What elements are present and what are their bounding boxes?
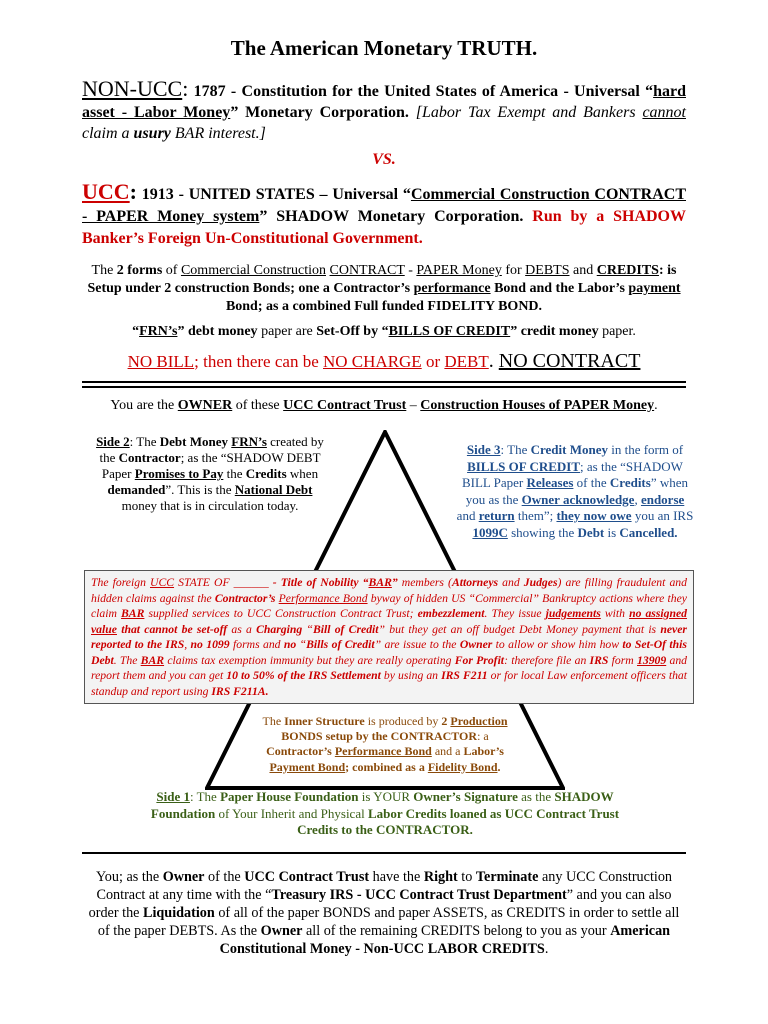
side-3-span: and (456, 508, 479, 523)
red-box-span: 13909 (637, 653, 667, 667)
side-2-span: Debt Money (159, 434, 232, 449)
red-box-span: IRS F211 (441, 669, 488, 682)
inner-span: Inner Structure (284, 714, 365, 728)
red-box-span: , (184, 638, 191, 651)
final-span: ” and you can also order the (88, 887, 672, 921)
page-title: The American Monetary TRUTH. (230, 36, 538, 60)
inner-span: is produced by (364, 714, 442, 728)
side-3-span: ” when you as the (465, 475, 689, 507)
red-box-span: no assigned value (91, 607, 688, 636)
side-1-span: SHADOW Foundation (150, 789, 614, 821)
vs-label: VS. (372, 151, 396, 168)
side-2-text (90, 434, 330, 514)
ucc-text: ” SHADOW Monetary Corporation. (259, 208, 533, 225)
red-box-span: or for local Law enforcement officers that standup and report using (91, 669, 688, 698)
red-box-span: form (608, 653, 637, 667)
final-span: UCC Contract Trust (244, 869, 370, 885)
side-3-span: showing the (507, 524, 578, 540)
side-1-span: Owner’s Signature (413, 789, 518, 804)
side-2-span: demanded (107, 482, 166, 497)
divider (82, 381, 686, 383)
side-2-span: when (286, 466, 319, 481)
non-ucc-text: [Labor Tax Exempt and Bankers (415, 104, 643, 121)
red-box-span: ” but they get an off budget Debt Money payment that is (378, 622, 661, 636)
red-box-span: claims tax exemption immunity but they are really operating (164, 653, 455, 667)
owner-line (82, 398, 686, 414)
frns-text: paper are (257, 324, 317, 339)
no-bill-text: . (488, 350, 499, 372)
non-ucc-paragraph (82, 78, 686, 144)
side-2-span: National Debt (234, 482, 313, 497)
red-box-span: and (498, 576, 524, 589)
no-bill-text: DEBT (444, 352, 489, 371)
final-span: all of the remaining CREDITS belong to you as your (302, 923, 611, 939)
red-box-span: - Title of Nobility “ (268, 576, 369, 589)
side-1-span: of Your Inherit and Physical (215, 805, 368, 821)
red-box-span: BAR (368, 576, 392, 589)
inner-span: and a (431, 744, 464, 759)
side-2-span: created by the (99, 434, 324, 465)
owner-text: OWNER (177, 398, 233, 413)
red-box-span: IRS (589, 653, 609, 667)
divider (82, 852, 686, 854)
frns-text: ” debt money (177, 324, 258, 339)
red-box-span: Bills of Credit (306, 638, 375, 651)
non-ucc-text: BAR interest.] (170, 125, 266, 142)
side-3-text (455, 442, 695, 541)
divider (82, 386, 686, 388)
red-box-span: . They issue (484, 607, 546, 620)
frns-line (82, 324, 686, 340)
two-forms-text: CONTRACT (329, 263, 405, 278)
red-box-span: ) are filling fraudulent and hidden claims against the (91, 576, 687, 605)
side-3-span: BILLS OF CREDIT (467, 458, 581, 474)
two-forms-text: 2 forms (116, 263, 163, 278)
red-box-span: members ( (397, 576, 452, 589)
non-ucc-text: cannot (642, 104, 686, 121)
final-span: Owner (162, 869, 205, 885)
side-2-span: FRN’s (231, 434, 267, 449)
final-span: have the (369, 869, 424, 885)
red-box-span: to allow or show him how (492, 638, 623, 651)
ucc-label: UCC (82, 179, 130, 204)
no-bill-text: or (421, 352, 445, 371)
inner-structure-text (252, 714, 518, 775)
frns-text: ” credit money (510, 324, 599, 339)
red-box-span: forms and (229, 638, 284, 651)
two-forms-text: CREDITS (596, 263, 659, 278)
side-2-span: ”. This is the (165, 482, 235, 497)
no-bill-text: NO BILL (127, 352, 195, 371)
inner-span: ; combined as a (345, 759, 428, 774)
side-3-span: of the (573, 475, 610, 490)
inner-span: Payment Bond (269, 759, 346, 774)
two-forms-text: - (404, 263, 417, 278)
side-3-span: ; as the “SHADOW BILL Paper (461, 458, 683, 490)
side-2-span: ; as the “SHADOW DEBT Paper (101, 450, 321, 481)
no-bill-text: ; then there can be (194, 352, 323, 371)
red-box-span: never reported to the IRS (91, 622, 687, 651)
non-ucc-text: hard asset - Labor Money (82, 83, 686, 121)
two-forms-text: payment (628, 281, 681, 296)
red-box-span: Contractor’s (214, 591, 276, 605)
red-box-span: BAR (121, 607, 145, 620)
final-span: of the (204, 869, 245, 885)
ucc-colon: : (129, 179, 137, 204)
side-3-span: Credits (609, 475, 651, 490)
side-3-span: return (478, 508, 515, 523)
ucc-text: Commercial Construction CONTRACT - PAPER Money system (82, 186, 686, 225)
frns-text: paper. (598, 324, 636, 339)
two-forms-text: The (91, 263, 117, 278)
side-2-span: money that is in circulation today. (121, 498, 299, 513)
red-box-span: Performance Bond (278, 591, 368, 605)
non-ucc-colon: : (182, 76, 189, 101)
two-forms-text: DEBTS (525, 263, 570, 278)
owner-text: UCC Contract Trust (283, 398, 407, 413)
red-box-span: Bill of Credit (312, 622, 379, 636)
side-2-span: the (223, 466, 246, 481)
inner-span: Fidelity Bond (427, 759, 498, 774)
final-span: Treasury IRS - UCC Contract Trust Department (271, 887, 567, 903)
no-bill-line (82, 350, 686, 373)
bar-claims-box (84, 570, 694, 704)
red-box-span: Owner (459, 638, 493, 651)
final-span: You; as the (95, 869, 163, 885)
side-1-span: : The (189, 789, 221, 804)
side-1-span: as the (517, 789, 555, 804)
two-forms-text: Bond and the Labor’s (490, 281, 629, 296)
inner-span: The (262, 714, 285, 728)
final-span: American Constitutional Money - Non-UCC LABOR CREDITS (219, 923, 671, 957)
red-box-span: supplied services to UCC Construction Contract Trust; (144, 607, 418, 620)
no-contract-text: NO CONTRACT (498, 350, 641, 372)
inner-span: Labor’s (463, 744, 504, 759)
red-box-span: as a (227, 622, 257, 636)
side-1-text (140, 789, 630, 839)
two-forms-text: for (501, 263, 526, 278)
side-2-span: Credits (245, 466, 287, 481)
inner-span: Production (450, 714, 508, 728)
two-forms-text: and (569, 263, 597, 278)
two-forms-text: Commercial Construction (180, 263, 326, 278)
non-ucc-text: usury (133, 125, 171, 142)
frns-text: FRN’s (139, 324, 178, 339)
red-box-span: ______ (233, 576, 269, 589)
final-span: of all of the paper BONDS and paper ASSETS, as CREDITS in order to settle all of the paper DEBTS. As the (97, 905, 680, 939)
red-box-span: . The (113, 653, 141, 667)
owner-text: of these (232, 398, 284, 413)
side-1-span: is YOUR (358, 789, 414, 804)
side-1-span: Paper House Foundation (220, 789, 359, 804)
owner-text: You are the (110, 398, 178, 413)
final-span: to (457, 869, 476, 885)
owner-text: – (406, 398, 421, 413)
red-box-span: ” (391, 576, 398, 589)
red-box-span: and report them and you can get (91, 653, 687, 682)
non-ucc-text: claim a (82, 125, 134, 142)
side-2-span: : The (129, 434, 160, 449)
side-3-span: is (604, 524, 620, 540)
side-3-span: Credit Money (530, 442, 608, 457)
inner-span: 2 (441, 714, 448, 728)
red-box-span: to Set-Of this Debt (91, 638, 687, 667)
side-3-span: Owner acknowledge (521, 491, 635, 507)
side-3-span: them”; (514, 508, 557, 523)
ucc-text: Run by a SHADOW Banker’s Foreign Un-Constitutional Government. (82, 208, 686, 247)
inner-span: . (497, 759, 501, 774)
frns-text: BILLS OF CREDIT (388, 324, 511, 339)
side-1-span: Labor Credits loaned as UCC Contract Trust Credits to the CONTRACTOR. (297, 805, 620, 837)
red-box-span: “ (302, 622, 313, 636)
two-forms-paragraph (82, 262, 686, 316)
inner-span: Performance Bond (334, 744, 432, 759)
side-2-span: Contractor (118, 450, 181, 465)
side-3-span: : The (500, 442, 531, 457)
final-span: Right (423, 869, 458, 885)
non-ucc-text: 1787 - Constitution for the United States of America - Universal “ (188, 83, 654, 100)
red-box-span: by using an (380, 669, 442, 682)
side-2-span: Promises to Pay (134, 466, 224, 481)
frns-text: “ (132, 324, 140, 339)
two-forms-text: performance (413, 281, 491, 296)
ucc-paragraph (82, 181, 686, 250)
final-span: Owner (260, 923, 303, 939)
red-box-span: Judges (523, 576, 558, 589)
side-1-label: Side 1 (156, 789, 190, 804)
side-3-span: endorse (640, 491, 685, 507)
inner-span: BONDS setup by the CONTRACTOR (281, 729, 478, 744)
two-forms-text: of (162, 263, 181, 278)
side-3-span: 1099C (472, 524, 508, 540)
red-box-span: : therefore file an (504, 653, 590, 667)
red-box-span: no 1099 (190, 638, 230, 651)
red-box-span: For Profit (454, 653, 505, 667)
side-3-span: in the form of (607, 442, 684, 457)
inner-span: Contractor’s (266, 744, 335, 759)
owner-text: Construction Houses of PAPER Money (420, 398, 655, 413)
side-2-label: Side 2 (96, 434, 130, 449)
non-ucc-label: NON-UCC (82, 76, 183, 101)
red-box-span: Charging (256, 622, 303, 636)
side-3-span: , (634, 491, 641, 507)
red-box-span: ” are issue to the (374, 638, 460, 651)
red-box-span: 10 to 50% of the IRS Settlement (226, 669, 381, 682)
red-box-span: The foreign (91, 576, 150, 589)
side-3-span: Debt (577, 524, 605, 540)
side-3-span: you an IRS (631, 508, 694, 523)
two-forms-text: : is Setup under 2 construction Bonds; one a Contractor’s (87, 263, 677, 296)
red-box-span: BAR (140, 653, 165, 667)
final-paragraph (82, 868, 686, 958)
frns-text: Set-Off by “ (316, 324, 389, 339)
side-3-span: Cancelled. (619, 524, 678, 540)
red-box-span: judgements (545, 607, 601, 620)
final-span: . (544, 941, 549, 957)
red-box-span: IRS F211A. (211, 684, 269, 698)
no-bill-text: NO CHARGE (323, 352, 422, 371)
red-box-span: no (283, 638, 297, 651)
red-box-span: embezzlement (417, 607, 485, 620)
red-box-span: UCC (150, 576, 175, 589)
red-box-span: STATE OF (174, 576, 234, 589)
red-box-span: that cannot be set-off (116, 622, 228, 636)
red-box-span: with (600, 607, 630, 620)
final-span: any UCC Construction Contract at any time with the “ (96, 869, 673, 903)
side-3-span: Releases (526, 475, 574, 490)
red-box-span: “ (296, 638, 307, 651)
two-forms-text: Bond; as a combined Full funded FIDELITY BOND. (225, 299, 543, 314)
owner-text: . (654, 398, 658, 413)
ucc-text: 1913 - UNITED STATES – Universal “ (137, 186, 411, 203)
non-ucc-text: ” Monetary Corporation. (230, 104, 416, 121)
red-box-span: Attorneys (451, 576, 499, 589)
inner-span: : a (477, 729, 489, 744)
final-span: Terminate (475, 869, 539, 885)
final-span: Liquidation (143, 905, 215, 921)
side-3-label: Side 3 (466, 442, 501, 457)
two-forms-text: PAPER Money (416, 263, 502, 278)
red-box-span: byway of hidden US “Commercial” Bankruptcy actions where they claim (91, 591, 687, 620)
side-3-span: they now owe (556, 508, 632, 523)
